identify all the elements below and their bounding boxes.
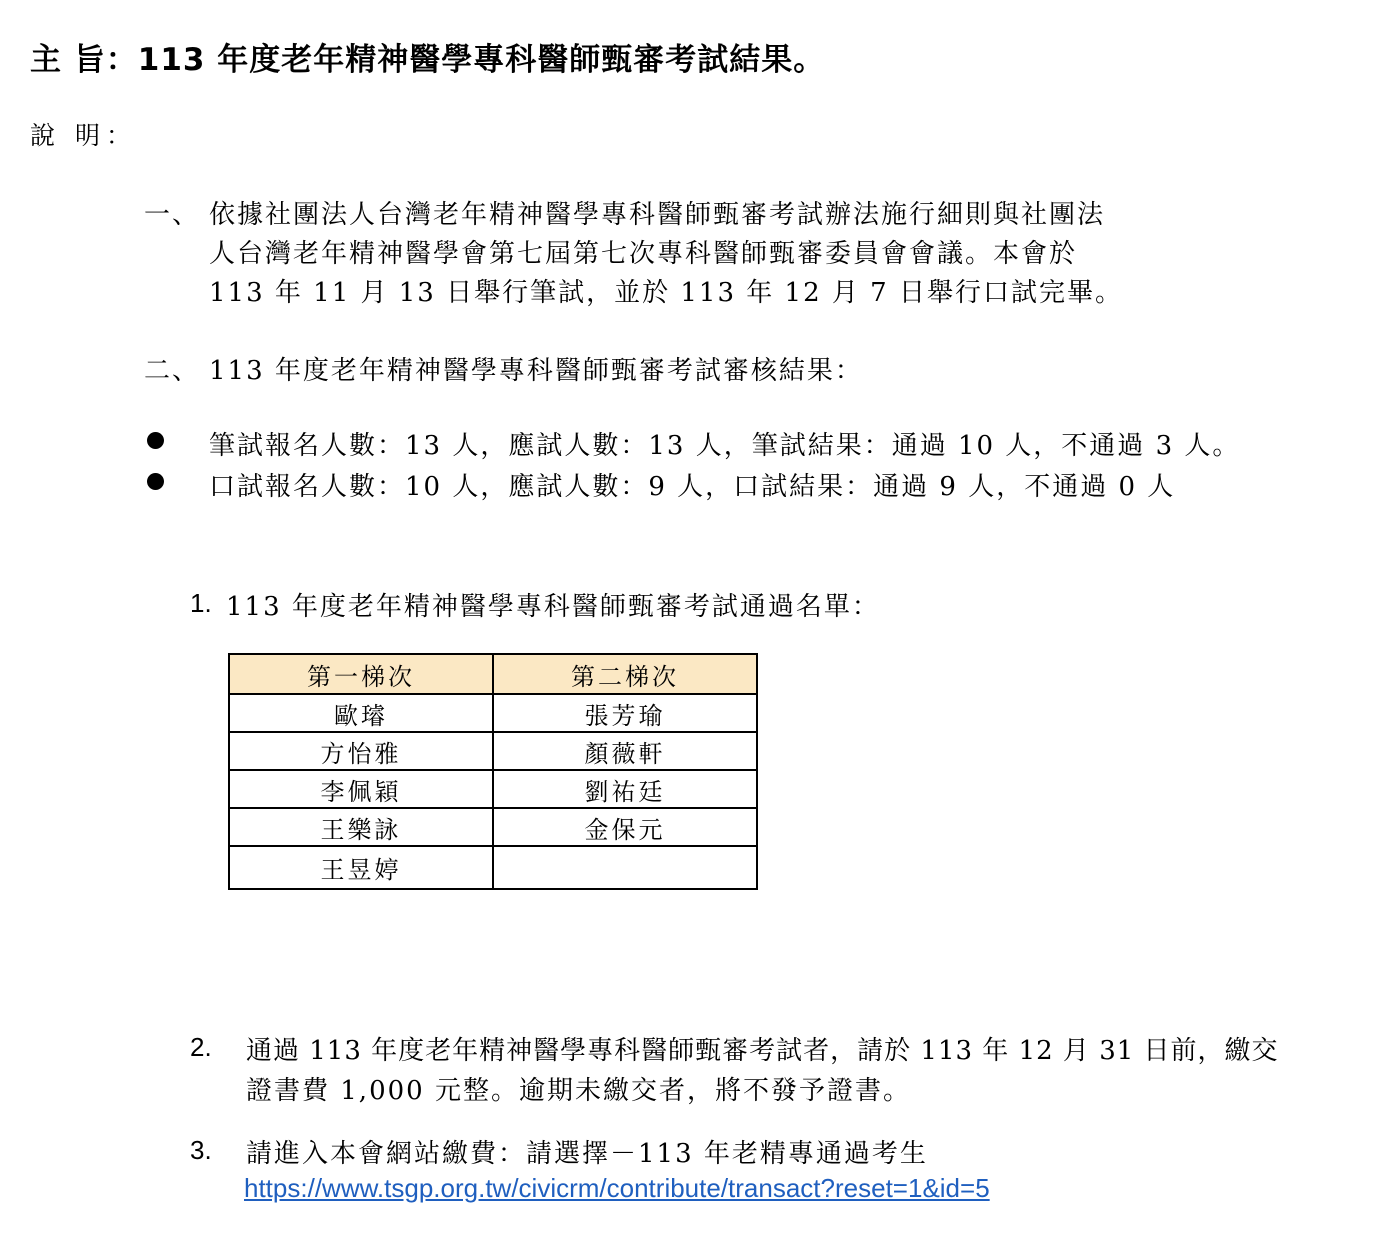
table-cell bbox=[493, 846, 757, 889]
table-cell: 張芳瑜 bbox=[493, 694, 757, 732]
section1-marker: 一、 bbox=[144, 200, 201, 230]
item2-line-1: 通過 113 年度老年精神醫學專科醫師甄審考試者，請於 113 年 12 月 31 日前，繳交 bbox=[246, 1036, 1279, 1066]
section1-line-1: 依據社團法人台灣老年精神醫學專科醫師甄審考試辦法施行細則與社團法 bbox=[209, 200, 1106, 230]
table-row bbox=[229, 808, 757, 846]
item2-line-2: 證書費 1,000 元整。逾期未繳交者，將不發予證書。 bbox=[246, 1076, 911, 1106]
bullet-written-exam: 筆試報名人數：13 人，應試人數：13 人，筆試結果：通過 10 人，不通過 3 人。 bbox=[209, 431, 1241, 461]
table-header-row bbox=[229, 654, 757, 694]
section2-text: 113 年度老年精神醫學專科醫師甄審考試審核結果： bbox=[209, 356, 863, 386]
bullet-dot-icon bbox=[147, 473, 164, 490]
section1-line-3: 113 年 11 月 13 日舉行筆試，並於 113 年 12 月 7 日舉行口試完畢。 bbox=[209, 278, 1123, 308]
table-header-batch-1: 第一梯次 bbox=[229, 654, 493, 694]
table-cell: 王樂詠 bbox=[229, 808, 493, 846]
item3-text: 請進入本會網站繳費：請選擇－113 年老精專通過考生 bbox=[246, 1139, 928, 1169]
table-cell: 顏薇軒 bbox=[493, 732, 757, 770]
table-row bbox=[229, 694, 757, 732]
pass-list-table bbox=[228, 653, 758, 890]
document-subject: 主 旨：113 年度老年精神醫學專科醫師甄審考試結果。 bbox=[30, 42, 826, 78]
item3-number: 3. bbox=[190, 1135, 212, 1165]
table-cell: 李佩穎 bbox=[229, 770, 493, 808]
table-cell: 王昱婷 bbox=[229, 846, 493, 889]
section2-marker: 二、 bbox=[144, 356, 201, 386]
section1-line-2: 人台灣老年精神醫學會第七屆第七次專科醫師甄審委員會會議。本會於 bbox=[209, 239, 1078, 269]
item1-text: 113 年度老年精神醫學專科醫師甄審考試通過名單： bbox=[226, 592, 880, 622]
table-row bbox=[229, 846, 757, 889]
explanation-heading: 說 明： bbox=[30, 121, 137, 150]
table-cell: 歐璿 bbox=[229, 694, 493, 732]
table-cell: 金保元 bbox=[493, 808, 757, 846]
table-row bbox=[229, 732, 757, 770]
item2-number: 2. bbox=[190, 1032, 212, 1062]
table-cell: 劉祐廷 bbox=[493, 770, 757, 808]
bullet-oral-exam: 口試報名人數：10 人，應試人數：9 人，口試結果：通過 9 人，不通過 0 人 bbox=[209, 472, 1176, 502]
table-header-batch-2: 第二梯次 bbox=[493, 654, 757, 694]
item1-number: 1. bbox=[190, 588, 212, 618]
table-cell: 方怡雅 bbox=[229, 732, 493, 770]
payment-link[interactable]: https://www.tsgp.org.tw/civicrm/contribute/transact?reset=1&id=5 bbox=[244, 1173, 990, 1203]
table-row bbox=[229, 770, 757, 808]
bullet-dot-icon bbox=[147, 432, 164, 449]
